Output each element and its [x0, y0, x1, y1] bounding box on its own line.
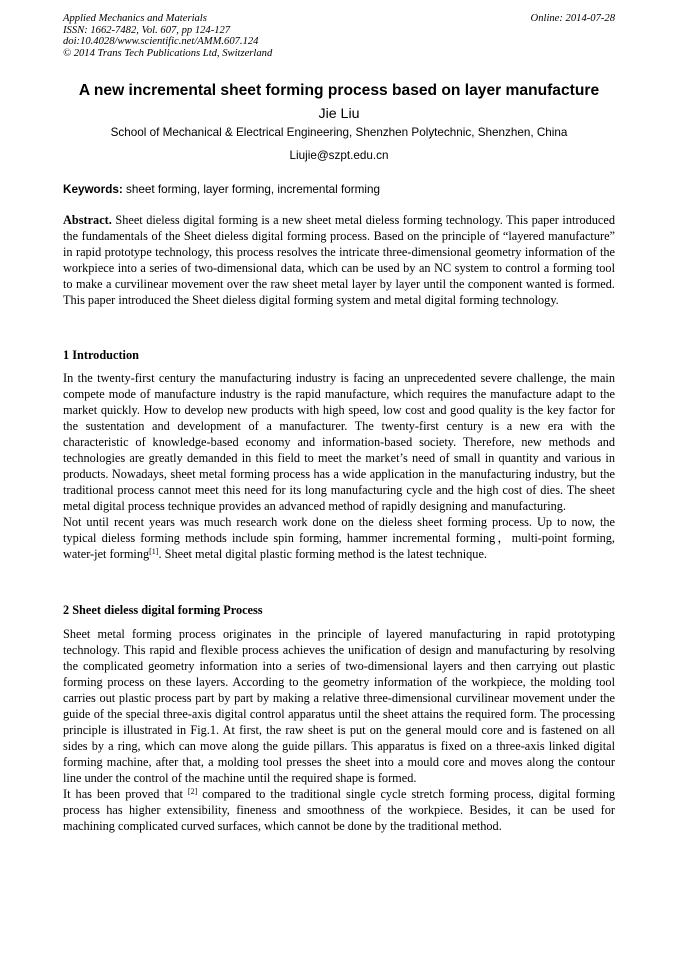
paper-title: A new incremental sheet forming process based on layer manufacture: [78, 82, 600, 99]
online-date: Online: 2014-07-28: [530, 13, 615, 24]
paragraph: Sheet metal forming process originates in the principle of layered manufacturing in rapid prototyping technology. This rapid and flexible process achieves the unification of design and manufacturing by resolving the complicated geometry information into a series of two-dimensional layers and then carrying out plastic forming process on these layers. According to the geometry information of the workpiece, the molding tool carries out plastic process part by part by making a relative three-dimensional curvilinear movement under the guide of the special three-axis digital control apparatus until the sheet attains the required form. The processing principle is illustrated in Fig.1. At first, the raw sheet is put on the general mould core and is fastened on all sides by a ring, which can move along the guide pillars. This apparatus is fixed on a three-axis linked digital forming machine, after that, a molding tool presses the sheet into a mould core and moves along the contour line under the control of the machine until the required shape is formed.: [63, 627, 615, 785]
citation-ref: [2]: [187, 787, 198, 796]
abstract-text: Sheet dieless digital forming is a new sheet metal dieless forming technology. This paper introduced the fundamentals of the Sheet dieless digital forming process. Based on the principle of “layered manufacture” in rapid prototype technology, this process resolves the intricate three-dimensional geometry information of the workpiece into a series of two-dimensional data, which can be used by an NC system to control a forming tool to make a curvilinear movement over the raw sheet metal layer by layer until the component wanted is formed. This paper introduced the Sheet dieless digital forming system and metal digital forming technology.: [63, 213, 615, 307]
doi-line: doi:10.4028/www.scientific.net/AMM.607.124: [63, 36, 259, 47]
author-email: Liujie@szpt.edu.cn: [289, 149, 389, 162]
keywords-text: sheet forming, layer forming, incremental forming: [122, 183, 380, 196]
journal-name: Applied Mechanics and Materials: [63, 13, 207, 24]
section-heading-introduction: 1 Introduction: [63, 348, 139, 362]
abstract-label: Abstract.: [63, 213, 112, 227]
citation-ref: [1]: [149, 547, 159, 556]
keywords-line: [63, 182, 380, 197]
paragraph: In the twenty-first century the manufacturing industry is facing an unprecedented severe challenge, the main compete mode of manufacture industry is the rapid manufacture, which requires the manufacture adapt to the market quickly. How to develop new products with high speed, low cost and good quality is the key factor for the sustentation and development of a manufacturer. The twenty-first century is a new era with the characteristic of knowledge-based economy and information-based society. Therefore, new methods and technologies are greatly demanded in this field to meet the market’s need of small in quantity and various in products. Nowadays, sheet metal forming process has a wide application in the manufacturing industry, but the traditional process cannot meet this need for its long manufacturing cycle and the high cost of dies. The sheet metal digital process technique provides an advanced method of rapidly designing and manufacturing.: [63, 371, 615, 513]
section-heading-process: 2 Sheet dieless digital forming Process: [63, 603, 263, 617]
paragraph: Not until recent years was much research work done on the dieless sheet forming process. Up to now, the typical dieless forming methods include spin forming, hammer incremental forming，multi-point forming, water-jet forming[1]. Sheet metal digital plastic forming method is the latest technique.: [63, 515, 615, 561]
author-name: Jie Liu: [318, 106, 360, 122]
journal-header: [63, 13, 272, 59]
section-process-body: [63, 626, 615, 834]
abstract: [63, 212, 615, 308]
paragraph: It has been proved that [2] compared to the traditional single cycle stretch forming process, digital forming process has higher extensibility, fineness and smoothness of the workpiece. Besides, it can be used for machining complicated curved surfaces, which cannot be done by the traditional method.: [63, 787, 616, 833]
author-affiliation: School of Mechanical & Electrical Engineering, Shenzhen Polytechnic, Shenzhen, China: [110, 126, 568, 139]
keywords-label: Keywords:: [63, 183, 123, 196]
copyright-line: © 2014 Trans Tech Publications Ltd, Switzerland: [63, 47, 273, 59]
issn-line: ISSN: 1662-7482, Vol. 607, pp 124-127: [63, 24, 231, 36]
section-introduction-body: [63, 370, 615, 562]
